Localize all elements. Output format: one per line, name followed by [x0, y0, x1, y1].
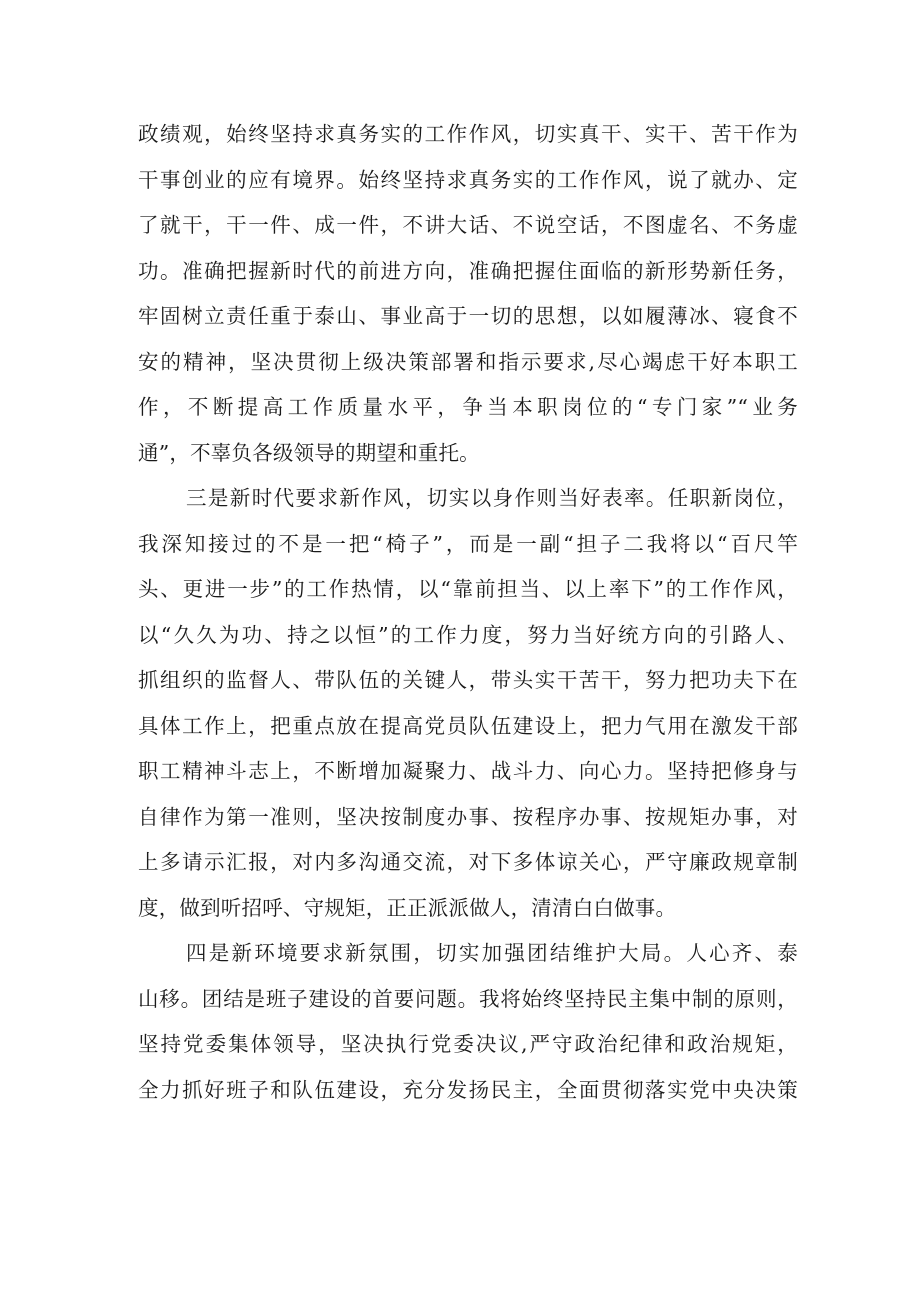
text-line: 通”，不辜负各级领导的期望和重托。: [138, 440, 480, 465]
text-line: 抓组织的监督人、带队伍的关键人，带头实干苦干，努力把功夫下在: [138, 668, 798, 692]
text-line: 坚持党委集体领导，坚决执行党委决议,严守政治纪律和政治规矩，: [138, 1032, 798, 1056]
text-line: 自律作为第一准则，坚决按制度办事、按程序办事、按规矩办事，对: [138, 804, 798, 829]
text-line: 山移。团结是班子建设的首要问题。我将始终坚持民主集中制的原则，: [138, 986, 798, 1011]
text-line: 四是新环境要求新氛围，切实加强团结维护大局。人心齐、泰: [186, 941, 798, 965]
paragraph-2: [138, 476, 798, 931]
text-line: 头、更进一步”的工作热情，以“靠前担当、以上率下”的工作作风，: [138, 577, 798, 601]
text-line: 牢固树立责任重于泰山、事业高于一切的思想，以如履薄冰、寝食不: [138, 304, 798, 328]
paragraph-3: [138, 931, 798, 1113]
text-line: 上多请示汇报，对内多沟通交流，对下多体谅关心，严守廉政规章制: [138, 850, 798, 874]
text-line: 度，做到听招呼、守规矩，正正派派做人，清清白白做事。: [138, 895, 677, 920]
document-body: [138, 112, 798, 1113]
text-line: 安的精神，坚决贯彻上级决策部署和指示要求,尽心竭虑干好本职工: [138, 349, 798, 374]
text-line: 三是新时代要求新作风，切实以身作则当好表率。任职新岗位，: [186, 486, 798, 510]
text-line: 功。准确把握新时代的前进方向，准确把握住面临的新形势新任务，: [138, 258, 798, 283]
text-line: 了就干，干一件、成一件，不讲大话、不说空话，不图虚名、不务虚: [138, 213, 798, 237]
text-line: 全力抓好班子和队伍建设，充分发扬民主，全面贯彻落实党中央决策: [138, 1077, 798, 1102]
text-line: 我深知接过的不是一把“椅子”，而是一副“担子二我将以“百尺竿: [138, 531, 798, 556]
paragraph-1: [138, 112, 798, 476]
text-line: 职工精神斗志上，不断增加凝聚力、战斗力、向心力。坚持把修身与: [138, 759, 798, 783]
text-line: 具体工作上，把重点放在提高党员队伍建设上，把力气用在激发干部: [138, 713, 798, 738]
text-line: 干事创业的应有境界。始终坚持求真务实的工作作风，说了就办、定: [138, 167, 798, 192]
text-line: 作，不断提高工作质量水平，争当本职岗位的“专门家”“业务: [138, 395, 798, 419]
text-line: 以“久久为功、持之以恒”的工作力度，努力当好统方向的引路人、: [138, 622, 798, 647]
text-line: 政绩观，始终坚持求真务实的工作作风，切实真干、实干、苦干作为: [138, 122, 798, 146]
